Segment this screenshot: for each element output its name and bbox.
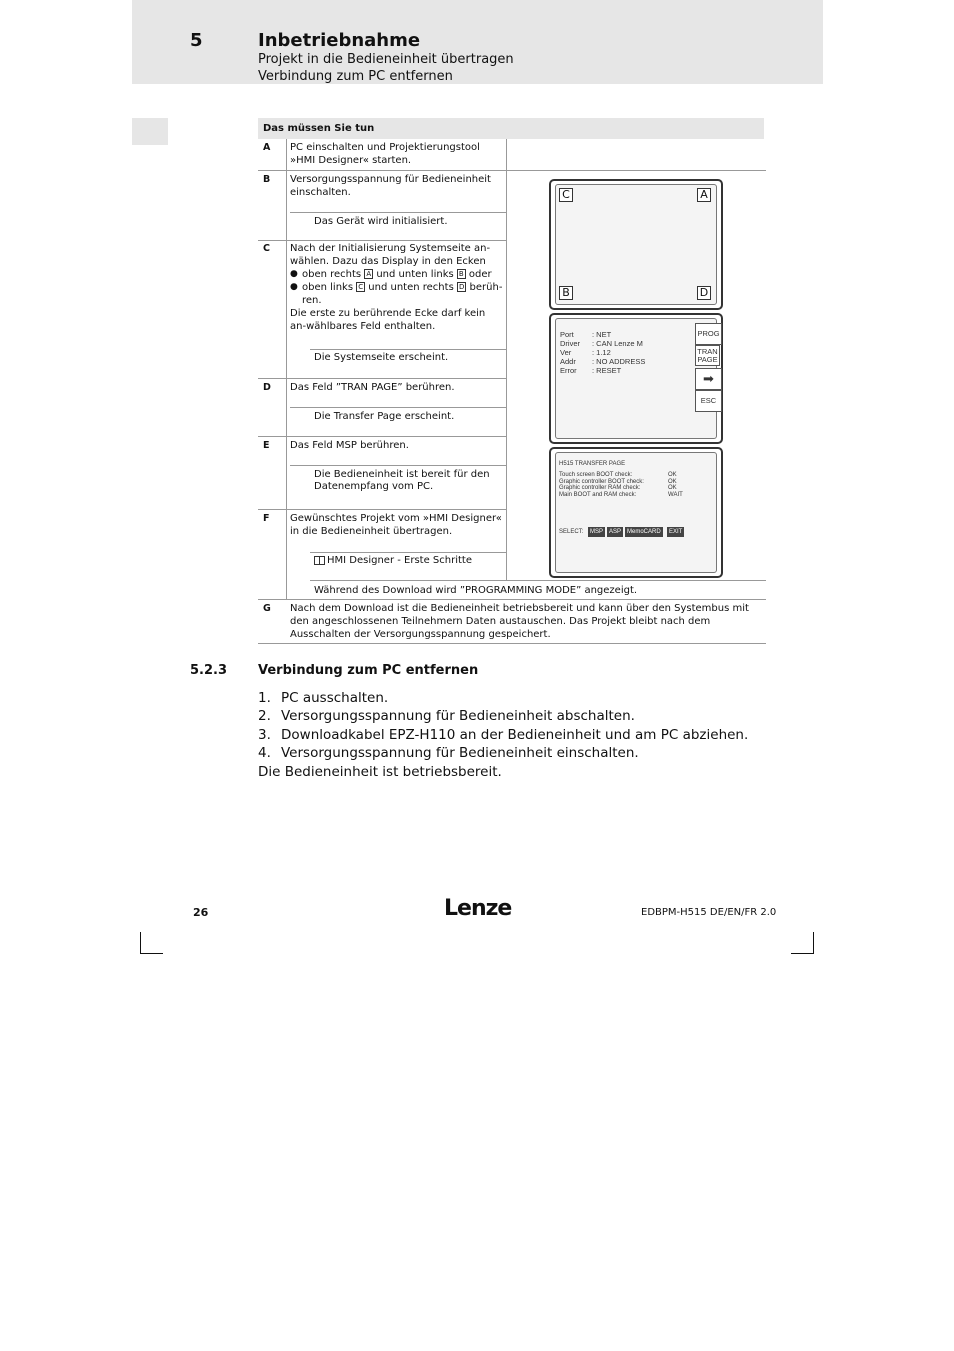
- list-item: 1. PC ausschalten.: [258, 690, 389, 706]
- corner-a-label: A: [697, 188, 711, 202]
- arrow-right-icon[interactable]: ➡: [695, 368, 722, 390]
- esc-button[interactable]: ESC: [695, 390, 722, 412]
- row-b-action: Versorgungsspannung für Bedieneinheit einschalten.: [290, 174, 491, 198]
- row-divider: [258, 170, 766, 171]
- page-number: 26: [193, 906, 209, 919]
- row-c-bullet-1: ● oben rechts A und unten links B oder: [290, 268, 504, 281]
- msp-button[interactable]: MSP: [590, 529, 604, 535]
- row-letter-b: B: [263, 174, 271, 185]
- row-b-result: Das Gerät wird initialisiert.: [314, 216, 448, 227]
- row-e-result: Die Bedieneinheit ist bereit für den Datenempfang vom PC.: [314, 469, 490, 492]
- system-line-port: Port : NET: [560, 330, 612, 339]
- transfer-title: H515 TRANSFER PAGE: [559, 461, 626, 467]
- row-letter-e: E: [263, 440, 270, 451]
- row-divider: [290, 212, 506, 213]
- row-c-result: Die Systemseite erscheint.: [314, 352, 449, 363]
- row-divider: [310, 552, 506, 553]
- row-divider: [310, 349, 506, 350]
- display-corners-figure: [549, 179, 723, 310]
- system-line-error: Error : RESET: [560, 366, 622, 375]
- row-g-action: Nach dem Download ist die Bedieneinheit betriebsbereit und kann über den Systembus mit den angeschlossenen Teilnehmern Daten austauschen. Das Projekt bleibt nach dem Ausschalten der Versorgungsspannung gespeichert.: [290, 603, 749, 640]
- row-c-action: [290, 242, 504, 333]
- row-f-result: Während des Download wird ”PROGRAMMING MODE” angezeigt.: [314, 585, 638, 596]
- check-line: Graphic controller BOOT check: OK: [559, 478, 677, 485]
- row-divider: [258, 378, 506, 379]
- check-line: Graphic controller RAM check: OK: [559, 485, 677, 492]
- row-letter-a: A: [263, 142, 271, 153]
- transfer-checks: [559, 472, 683, 498]
- final-statement: Die Bedieneinheit ist betriebsbereit.: [258, 764, 502, 780]
- system-line-driver: Driver : CAN Lenze M: [560, 339, 643, 348]
- corner-c-icon: C: [358, 283, 364, 291]
- crop-mark: [140, 932, 141, 954]
- crop-mark: [813, 932, 814, 954]
- chapter-number: 5: [190, 30, 203, 51]
- row-divider: [290, 407, 506, 408]
- lenze-logo: Lenze: [444, 896, 512, 921]
- row-divider: [310, 580, 766, 581]
- section-title: Verbindung zum PC entfernen: [258, 663, 479, 678]
- document-code: EDBPM-H515 DE/EN/FR 2.0: [641, 907, 777, 918]
- system-line-ver: Ver : 1.12: [560, 348, 611, 357]
- row-c-bullet-2: ● oben links C und unten rechts D berüh-ren.: [290, 281, 504, 307]
- subtitle-2: Verbindung zum PC entfernen: [258, 69, 453, 84]
- system-screen: [555, 318, 720, 439]
- row-divider: [258, 436, 506, 437]
- row-c-note: Die erste zu berührende Ecke darf kein an-wählbares Feld enthalten.: [290, 308, 486, 332]
- row-a-action: PC einschalten und Projektierungstool »HMI Designer« starten.: [290, 142, 480, 166]
- tran-page-button[interactable]: TRAN PAGE: [695, 345, 720, 366]
- crop-mark: [140, 953, 163, 954]
- transfer-page-figure: [549, 447, 723, 578]
- crop-mark: [791, 953, 814, 954]
- row-divider: [258, 509, 506, 510]
- list-item: 2. Versorgungsspannung für Bedieneinheit abschalten.: [258, 708, 635, 725]
- asp-button[interactable]: ASP: [609, 529, 622, 535]
- display-screen: [555, 184, 717, 305]
- prog-button[interactable]: PROG: [695, 323, 722, 345]
- row-divider: [258, 240, 506, 241]
- column-divider: [286, 139, 287, 599]
- transfer-screen: [555, 452, 717, 573]
- column-divider: [506, 139, 507, 581]
- row-f-reference: [314, 555, 504, 567]
- system-line-addr: Addr : NO ADDRESS: [560, 357, 646, 366]
- steps-list: [258, 689, 748, 762]
- corner-c-label: C: [559, 188, 573, 202]
- select-label: SELECT:: [559, 529, 584, 535]
- section-number: 5.2.3: [190, 663, 228, 678]
- system-page-figure: [549, 313, 723, 444]
- corner-b-icon: B: [458, 270, 464, 278]
- row-d-result: Die Transfer Page erscheint.: [314, 411, 455, 422]
- side-tab: [132, 118, 168, 145]
- subtitle-1: Projekt in die Bedieneinheit übertragen: [258, 52, 514, 67]
- list-item: 4. Versorgungsspannung für Bedieneinheit einschalten.: [258, 744, 639, 761]
- exit-button[interactable]: EXIT: [669, 529, 683, 535]
- reference-text: HMI Designer - Erste Schritte: [327, 555, 472, 566]
- header-band: [132, 0, 823, 84]
- book-icon: [314, 556, 325, 565]
- row-f-action: Gewünschtes Projekt vom »HMI Designer« in die Bedieneinheit übertragen.: [290, 513, 502, 537]
- row-letter-g: G: [263, 603, 271, 614]
- corner-d-label: D: [697, 286, 711, 300]
- table-heading: Das müssen Sie tun: [258, 118, 764, 139]
- row-letter-d: D: [263, 382, 271, 393]
- row-letter-f: F: [263, 513, 270, 524]
- row-e-action: Das Feld MSP berühren.: [290, 440, 409, 451]
- system-info: [560, 330, 645, 375]
- row-letter-c: C: [263, 243, 270, 254]
- row-divider: [290, 465, 506, 466]
- row-c-intro: Nach der Initialisierung Systemseite an-wählen. Dazu das Display in den Ecken: [290, 243, 491, 267]
- list-item: 3. Downloadkabel EPZ-H110 an der Bedieneinheit und am PC abziehen.: [258, 726, 749, 743]
- chapter-title: Inbetriebnahme: [258, 30, 421, 51]
- row-d-action: Das Feld ”TRAN PAGE” berühren.: [290, 382, 455, 393]
- check-line: Main BOOT and RAM check: WAIT: [559, 491, 683, 498]
- corner-b-label: B: [559, 286, 573, 300]
- check-line: Touch screen BOOT check: OK: [559, 472, 677, 478]
- row-divider: [258, 643, 766, 644]
- corner-d-icon: D: [458, 283, 465, 291]
- memocard-button[interactable]: MemoCARD: [627, 529, 661, 535]
- corner-a-icon: A: [366, 270, 372, 278]
- row-c-bullets: [290, 268, 504, 307]
- row-divider: [258, 599, 766, 600]
